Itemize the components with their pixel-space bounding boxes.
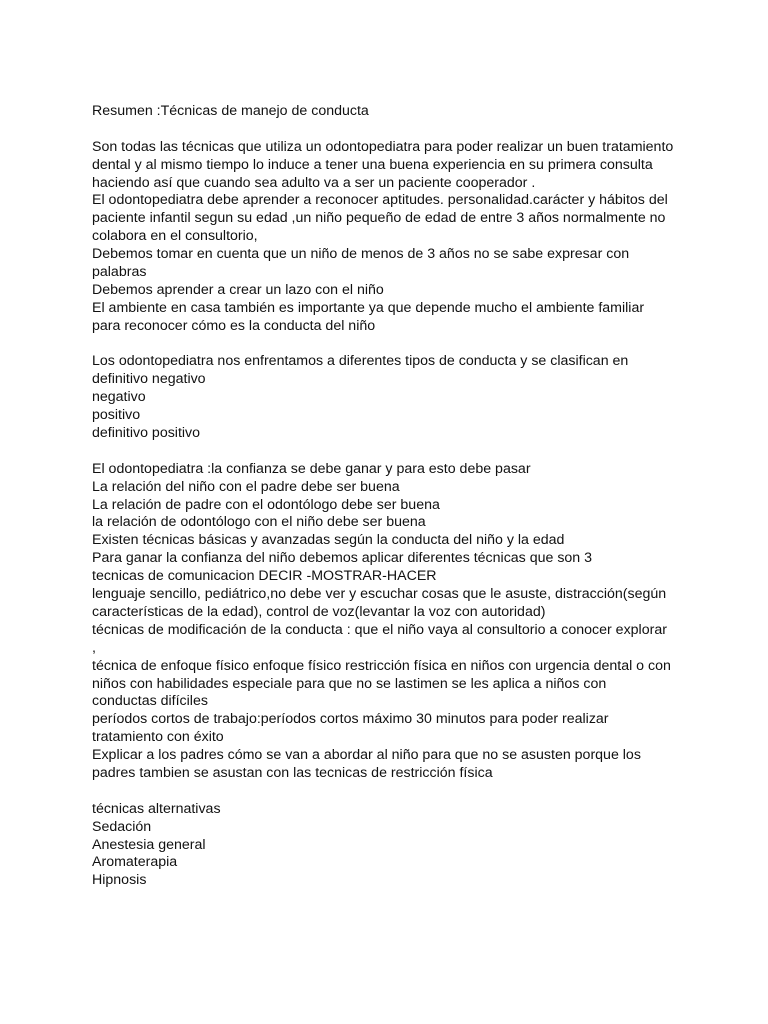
text-line: haciendo así que cuando sea adulto va a ser un paciente cooperador . (92, 174, 536, 191)
text-line: colabora en el consultorio, (92, 228, 258, 245)
paragraph-spacer (92, 121, 712, 139)
text-line: El odontopediatra :la confianza se debe ganar y para esto debe pasar (92, 460, 531, 477)
list-item: definitivo positivo (92, 425, 201, 442)
text-line: El odontopediatra debe aprender a reconocer aptitudes. personalidad.carácter y hábitos del (92, 192, 668, 209)
text-line: palabras (92, 264, 147, 281)
section-conduct-types (92, 353, 712, 442)
document-body (92, 103, 712, 890)
paragraph-spacer (92, 336, 712, 354)
text-line: Son todas las técnicas que utiliza un odontopediatra para poder realizar un buen tratamiento (92, 138, 674, 155)
text-line: Explicar a los padres cómo se van a abordar al niño para que no se asusten porque los (92, 747, 641, 764)
list-item: definitivo negativo (92, 371, 206, 388)
text-line: Para ganar la confianza del niño debemos aplicar diferentes técnicas que son 3 (92, 550, 593, 567)
text-line: la relación de odontólogo con el niño debe ser buena (92, 514, 426, 531)
text-line: paciente infantil segun su edad ,un niño pequeño de edad de entre 3 años normalmente no (92, 210, 666, 227)
section-trust-techniques (92, 461, 712, 783)
text-line: Debemos tomar en cuenta que un niño de menos de 3 años no se sabe expresar con (92, 246, 630, 263)
list-item: negativo (92, 389, 146, 406)
paragraph-spacer (92, 783, 712, 801)
list-item: Aromaterapia (92, 854, 178, 871)
text-line: Debemos aprender a crear un lazo con el niño (92, 281, 384, 298)
text-line: tecnicas de comunicacion DECIR -MOSTRAR-HACER (92, 568, 437, 585)
text-line: La relación del niño con el padre debe ser buena (92, 478, 400, 495)
text-line: La relación de padre con el odontólogo debe ser buena (92, 496, 440, 513)
list-item: Sedación (92, 818, 152, 835)
text-line: El ambiente en casa también es importante ya que depende mucho el ambiente familiar (92, 299, 645, 316)
paragraph-spacer (92, 443, 712, 461)
text-line: Existen técnicas básicas y avanzadas según la conducta del niño y la edad (92, 532, 565, 549)
text-line: tratamiento con éxito (92, 729, 224, 746)
text-line: lenguaje sencillo, pediátrico,no debe ver y escuchar cosas que le asuste, distracción(según (92, 586, 667, 603)
text-line: dental y al mismo tiempo lo induce a tener una buena experiencia en su primera consulta (92, 156, 653, 173)
list-item: positivo (92, 407, 141, 424)
text-line: características de la edad), control de voz(levantar la voz con autoridad) (92, 603, 546, 620)
text-line: técnicas de modificación de la conducta : que el niño vaya al consultorio a conocer explorar (92, 621, 667, 638)
section-alternative-techniques (92, 801, 712, 890)
text-line: períodos cortos de trabajo:períodos cortos máximo 30 minutos para poder realizar (92, 711, 609, 728)
text-line: niños con habilidades especiale para que no se lastimen se les aplica a niños con (92, 675, 607, 692)
list-item: Anestesia general (92, 836, 206, 853)
text-line: conductas difíciles (92, 693, 208, 710)
list-item: Hipnosis (92, 872, 147, 889)
text-line: técnica de enfoque físico enfoque físico restricción física en niños con urgencia dental o con (92, 657, 671, 674)
text-line: para reconocer cómo es la conducta del niño (92, 317, 376, 334)
text-line: técnicas alternativas (92, 800, 221, 817)
text-line: Los odontopediatra nos enfrentamos a diferentes tipos de conducta y se clasifican en (92, 353, 629, 370)
document-title: Resumen :Técnicas de manejo de conducta (92, 103, 369, 119)
text-line: , (92, 639, 96, 656)
text-line: padres tambien se asustan con las tecnicas de restricción física (92, 764, 493, 781)
section-definition (92, 139, 712, 336)
